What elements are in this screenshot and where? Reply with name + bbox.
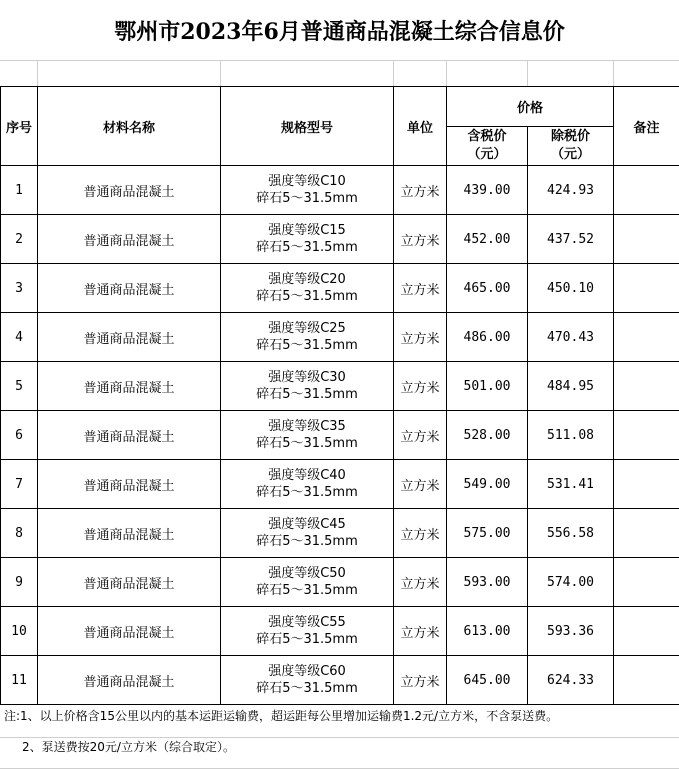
header-unit: 单位 [394,87,447,166]
row-remark [614,411,679,460]
row-spec [221,313,394,362]
table-row [1,656,679,705]
row-spec [221,558,394,607]
row-remark [614,166,679,215]
row-price-tax-incl: 549.00 [447,460,528,509]
row-unit: 立方米 [394,558,447,607]
row-spec-grade: 强度等级C20 [268,272,346,287]
row-price-tax-incl: 528.00 [447,411,528,460]
row-unit: 立方米 [394,460,447,509]
header-price: 价格 [447,87,614,127]
row-remark [614,558,679,607]
header-spec: 规格型号 [221,87,394,166]
row-no: 2 [1,215,38,264]
row-no: 7 [1,460,38,509]
row-spec-grade: 强度等级C45 [268,517,346,532]
row-price-tax-excl: 470.43 [528,313,614,362]
row-remark [614,656,679,705]
row-material-name: 普通商品混凝土 [38,558,221,607]
row-unit: 立方米 [394,313,447,362]
row-no: 10 [1,607,38,656]
row-price-tax-excl: 424.93 [528,166,614,215]
table-row [1,166,679,215]
row-spec-grade: 强度等级C50 [268,566,346,581]
row-price-tax-incl: 439.00 [447,166,528,215]
row-spec-aggregate: 碎石5～31.5mm [256,387,358,402]
row-price-tax-incl: 486.00 [447,313,528,362]
row-no: 4 [1,313,38,362]
row-price-tax-incl: 593.00 [447,558,528,607]
header-tax-incl-unit: （元） [467,147,507,162]
row-no: 5 [1,362,38,411]
row-spec [221,362,394,411]
table-row [1,558,679,607]
row-spec-aggregate: 碎石5～31.5mm [256,240,358,255]
row-price-tax-excl: 593.36 [528,607,614,656]
price-table [0,86,679,705]
table-row [1,460,679,509]
row-unit: 立方米 [394,656,447,705]
row-spec-aggregate: 碎石5～31.5mm [256,289,358,304]
row-unit: 立方米 [394,411,447,460]
row-unit: 立方米 [394,509,447,558]
row-price-tax-incl: 452.00 [447,215,528,264]
row-remark [614,607,679,656]
row-spec [221,607,394,656]
row-unit: 立方米 [394,215,447,264]
row-price-tax-incl: 613.00 [447,607,528,656]
row-price-tax-incl: 575.00 [447,509,528,558]
row-material-name: 普通商品混凝土 [38,411,221,460]
row-spec-grade: 强度等级C55 [268,615,346,630]
row-material-name: 普通商品混凝土 [38,264,221,313]
header-tax-incl [447,127,528,166]
row-spec [221,215,394,264]
table-row [1,264,679,313]
row-spec-grade: 强度等级C35 [268,419,346,434]
row-remark [614,509,679,558]
row-unit: 立方米 [394,264,447,313]
row-remark [614,313,679,362]
row-no: 11 [1,656,38,705]
row-spec-grade: 强度等级C10 [268,174,346,189]
table-row [1,411,679,460]
row-price-tax-excl: 511.08 [528,411,614,460]
header-row [1,87,679,127]
row-spec-grade: 强度等级C40 [268,468,346,483]
row-spec-aggregate: 碎石5～31.5mm [256,485,358,500]
row-price-tax-excl: 531.41 [528,460,614,509]
page-title: 鄂州市2023年6月普通商品混凝土综合信息价 [114,18,565,45]
row-unit: 立方米 [394,607,447,656]
row-price-tax-excl: 450.10 [528,264,614,313]
row-price-tax-excl: 437.52 [528,215,614,264]
table-row [1,313,679,362]
table-row [1,362,679,411]
row-unit: 立方米 [394,362,447,411]
row-spec [221,411,394,460]
row-remark [614,362,679,411]
row-price-tax-excl: 484.95 [528,362,614,411]
header-name: 材料名称 [38,87,221,166]
header-tax-excl-unit: （元） [551,147,591,162]
row-spec-aggregate: 碎石5～31.5mm [256,583,358,598]
row-spec [221,509,394,558]
row-price-tax-incl: 645.00 [447,656,528,705]
row-price-tax-excl: 574.00 [528,558,614,607]
row-spec-aggregate: 碎石5～31.5mm [256,632,358,647]
row-price-tax-incl: 465.00 [447,264,528,313]
row-remark [614,264,679,313]
row-no: 8 [1,509,38,558]
row-price-tax-incl: 501.00 [447,362,528,411]
footnote-1: 注:1、以上价格含15公里以内的基本运距运输费，超运距每公里增加运输费1.2元/立方米，不含泵送费。 [4,709,559,723]
row-spec-grade: 强度等级C25 [268,321,346,336]
row-spec [221,460,394,509]
row-spec-aggregate: 碎石5～31.5mm [256,534,358,549]
row-material-name: 普通商品混凝土 [38,362,221,411]
row-spec-aggregate: 碎石5～31.5mm [256,338,358,353]
row-price-tax-excl: 556.58 [528,509,614,558]
table-row [1,607,679,656]
row-material-name: 普通商品混凝土 [38,166,221,215]
row-price-tax-excl: 624.33 [528,656,614,705]
row-no: 9 [1,558,38,607]
row-spec-aggregate: 碎石5～31.5mm [256,681,358,696]
row-no: 6 [1,411,38,460]
row-no: 1 [1,166,38,215]
footnote-2: 2、泵送费按20元/立方米（综合取定）。 [22,740,235,754]
row-spec-grade: 强度等级C15 [268,223,346,238]
row-spec-aggregate: 碎石5～31.5mm [256,436,358,451]
table-row [1,215,679,264]
header-remark: 备注 [614,87,679,166]
row-spec [221,656,394,705]
row-material-name: 普通商品混凝土 [38,460,221,509]
row-material-name: 普通商品混凝土 [38,656,221,705]
row-spec-aggregate: 碎石5～31.5mm [256,191,358,206]
row-material-name: 普通商品混凝土 [38,607,221,656]
table-row [1,509,679,558]
row-unit: 立方米 [394,166,447,215]
row-spec [221,264,394,313]
header-tax-excl [528,127,614,166]
header-no: 序号 [1,87,38,166]
spreadsheet-grid-row [0,60,679,87]
header-tax-incl-label: 含税价 [467,129,507,144]
row-no: 3 [1,264,38,313]
row-remark [614,460,679,509]
row-material-name: 普通商品混凝土 [38,313,221,362]
row-material-name: 普通商品混凝土 [38,215,221,264]
row-material-name: 普通商品混凝土 [38,509,221,558]
row-spec-grade: 强度等级C30 [268,370,346,385]
row-spec [221,166,394,215]
header-tax-excl-label: 除税价 [551,129,591,144]
row-remark [614,215,679,264]
row-spec-grade: 强度等级C60 [268,664,346,679]
